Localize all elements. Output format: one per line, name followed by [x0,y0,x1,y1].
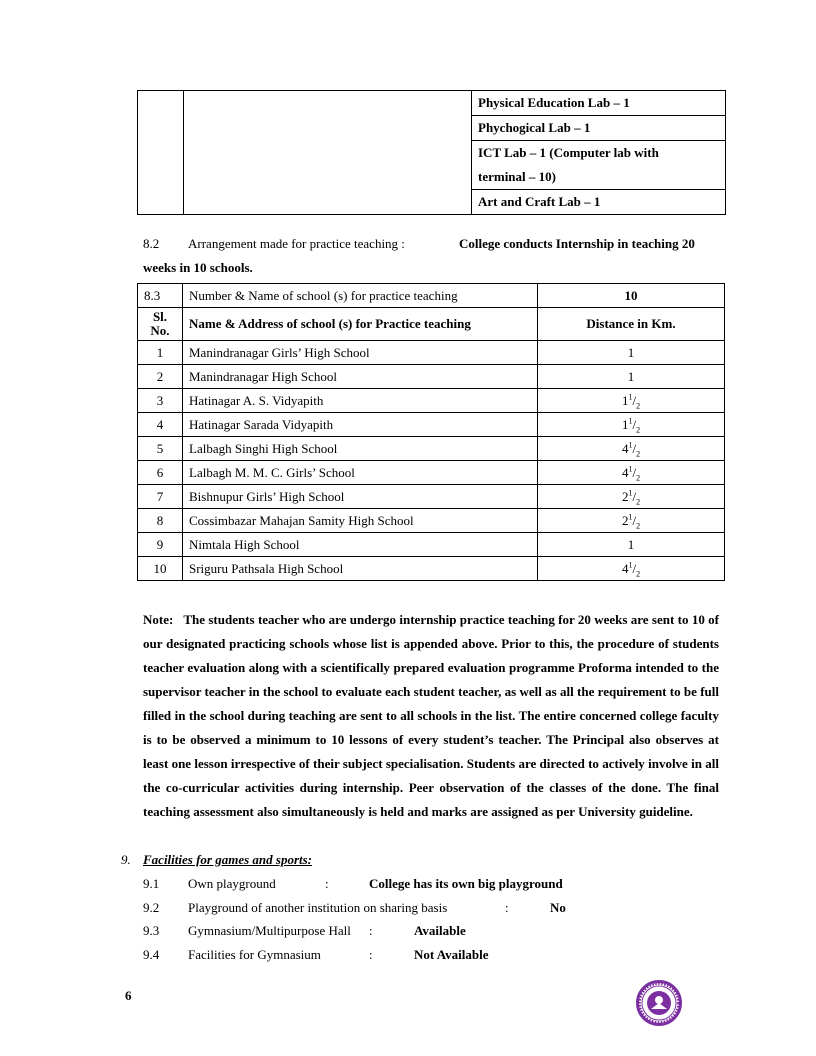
lab-table [137,90,726,215]
school-name: Hatinagar A. S. Vidyapith [183,389,538,413]
item-9-4-colon: : [369,947,373,962]
school-name: Lalbagh Singhi High School [183,437,538,461]
table-row [138,389,725,413]
school-name: Hatinagar Sarada Vidyapith [183,413,538,437]
school-distance: $2^1/_2$ [538,509,725,533]
school-distance [538,533,725,557]
distance-numerator: 1 [628,560,633,570]
note-paragraph [143,608,719,824]
distance-whole: 1 [627,536,635,552]
distance-numerator: 1 [628,464,633,474]
row-8-3-value: 10 [538,284,725,308]
school-distance: $4^1/_2$ [538,437,725,461]
school-distance [538,365,725,389]
distance-whole: 4 [621,464,629,480]
school-sl-no: 10 [138,557,183,581]
section-9-title: Facilities for games and sports: [143,852,313,867]
college-seal-icon [636,980,682,1026]
section-8-2-number: 8.2 [143,236,160,251]
school-sl-no: 7 [138,485,183,509]
item-9-3-colon: : [369,923,373,938]
row-8-3-number: 8.3 [138,284,183,308]
distance-numerator: 1 [628,416,633,426]
lab-item: terminal – 10) [472,165,726,190]
distance-numerator: 1 [628,440,633,450]
item-9-2-colon: : [505,900,509,915]
school-sl-no: 3 [138,389,183,413]
school-name: Cossimbazar Mahajan Samity High School [183,509,538,533]
distance-whole: 1 [621,416,629,432]
distance-denominator: 2 [636,473,641,483]
table-row [138,461,725,485]
distance-denominator: 2 [636,521,641,531]
distance-whole: 1 [627,368,635,384]
school-name: Bishnupur Girls’ High School [183,485,538,509]
section-8-2-value-cont: weeks in 10 schools. [143,260,253,275]
school-distance: $1^1/_2$ [538,413,725,437]
school-distance: $2^1/_2$ [538,485,725,509]
distance-whole: 1 [627,344,635,360]
lab-item: Phychogical Lab – 1 [472,116,726,141]
lab-table-empty-col2 [184,91,472,215]
school-distance: $1^1/_2$ [538,389,725,413]
table-row [138,284,725,308]
note-text: The students teacher who are undergo internship practice teaching for 20 weeks are sent to 10 of our designated practicing schools whose list is appended above. Prior to this, the procedure of students teacher evaluation along with a scientifically prepared evaluation programme Proforma intended to the supervisor teacher in the school to evaluate each student teacher, as well as all the requirement to be full filled in the school during teaching are sent to all schools in the list. The entire concerned college faculty is to be observed a minimum to 10 lessons of every student’s teacher. The Principal also observes at least one lesson irrespective of their subject specialisation. Students are directed to actively involve in all the co-curricular activities during internship. Peer observation of the classes of the done. The final teaching assessment also simultaneously is held and marks are assigned as per University guideline. [143,612,719,819]
item-9-1-number: 9.1 [143,876,160,891]
distance-whole: 2 [621,512,629,528]
table-header-row [138,308,725,341]
item-9-1-value: College has its own big playground [369,876,563,891]
header-no-text: No. [150,323,170,338]
school-name: Lalbagh M. M. C. Girls’ School [183,461,538,485]
school-sl-no: 2 [138,365,183,389]
distance-denominator: 2 [636,497,641,507]
school-sl-no: 9 [138,533,183,557]
item-9-3-value: Available [414,923,466,938]
item-9-2-number: 9.2 [143,900,160,915]
lab-item: Physical Education Lab – 1 [472,91,726,116]
section-8-2-value: College conducts Internship in teaching 20 [459,236,695,251]
distance-numerator: 1 [628,392,633,402]
school-sl-no: 5 [138,437,183,461]
item-9-3-label: Gymnasium/Multipurpose Hall [188,923,351,938]
distance-denominator: 2 [636,449,641,459]
table-row [138,509,725,533]
distance-numerator: 1 [628,488,633,498]
distance-denominator: 2 [636,569,641,579]
distance-denominator: 2 [636,425,641,435]
item-9-2-value: No [550,900,566,915]
school-name: Manindranagar Girls’ High School [183,341,538,365]
lab-item: ICT Lab – 1 (Computer lab with [472,141,726,166]
school-sl-no: 1 [138,341,183,365]
distance-whole: 4 [621,440,629,456]
item-9-3-number: 9.3 [143,923,160,938]
school-distance: $4^1/_2$ [538,461,725,485]
page-number: 6 [125,988,132,1003]
school-sl-no: 6 [138,461,183,485]
distance-whole: 4 [621,560,629,576]
school-name: Sriguru Pathsala High School [183,557,538,581]
item-9-4-value: Not Available [414,947,489,962]
school-distance [538,341,725,365]
lab-table-empty-col1 [138,91,184,215]
section-8-2-label: Arrangement made for practice teaching : [188,236,405,251]
header-distance: Distance in Km. [538,308,725,341]
distance-numerator: 1 [628,512,633,522]
distance-whole: 1 [621,392,629,408]
practice-school-table [137,283,725,581]
row-8-3-label: Number & Name of school (s) for practice teaching [183,284,538,308]
item-9-1-label: Own playground [188,876,276,891]
note-label: Note: [143,612,174,627]
school-name: Manindranagar High School [183,365,538,389]
item-9-4-label: Facilities for Gymnasium [188,947,321,962]
item-9-1-colon: : [325,876,329,891]
item-9-2-label: Playground of another institution on sharing basis [188,900,448,915]
item-9-4-number: 9.4 [143,947,160,962]
table-row [138,413,725,437]
table-row [138,557,725,581]
school-name: Nimtala High School [183,533,538,557]
header-school-name: Name & Address of school (s) for Practice teaching [183,308,538,341]
distance-whole: 2 [621,488,629,504]
table-row [138,533,725,557]
table-row [138,437,725,461]
table-row [138,365,725,389]
table-row [138,341,725,365]
lab-item: Art and Craft Lab – 1 [472,190,726,215]
school-distance: $4^1/_2$ [538,557,725,581]
section-9-number: 9. [121,852,131,867]
table-row [138,485,725,509]
header-sl-text: Sl. [152,309,168,324]
distance-denominator: 2 [636,401,641,411]
school-sl-no: 8 [138,509,183,533]
header-sl-no [138,308,183,341]
school-sl-no: 4 [138,413,183,437]
